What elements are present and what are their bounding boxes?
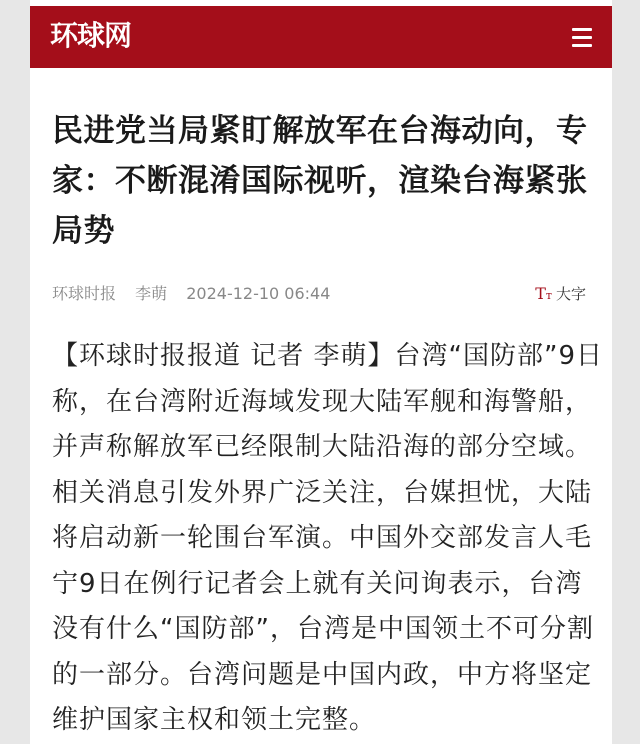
top-nav-bar (30, 6, 612, 68)
font-size-toggle[interactable] (535, 282, 600, 308)
article-page (30, 0, 612, 744)
article-body: 【环球时报报道 记者 李萌】台湾“国防部”9日称，在台湾附近海域发现大陆军舰和海警船，并声称解放军已经限制大陆沿海的部分空域。相关消息引发外界广泛关注，台媒担忧，大陆将启动新一轮围台军演。中国外交部发言人毛宁9日在例行记者会上就有关问询表示，台湾没有什么“国防部”，台湾是中国领土不可分割的一部分。台湾问题是中国内政，中方将坚定维护国家主权和领土完整。 (52, 341, 604, 735)
article-title: 民进党当局紧盯解放军在台海动向，专家：不断混淆国际视听，渲染台海紧张局势 (52, 113, 588, 249)
site-logo[interactable]: 环球网 (50, 19, 132, 52)
article-author: 李萌 (135, 284, 168, 303)
article-datetime: 2024-12-10 06:44 (186, 284, 331, 303)
article-source[interactable]: 环球时报 (52, 284, 117, 303)
article-meta (52, 282, 600, 306)
font-size-label: 大字 (555, 285, 586, 303)
font-size-icon: Tт (535, 284, 552, 303)
menu-button[interactable] (566, 21, 598, 53)
